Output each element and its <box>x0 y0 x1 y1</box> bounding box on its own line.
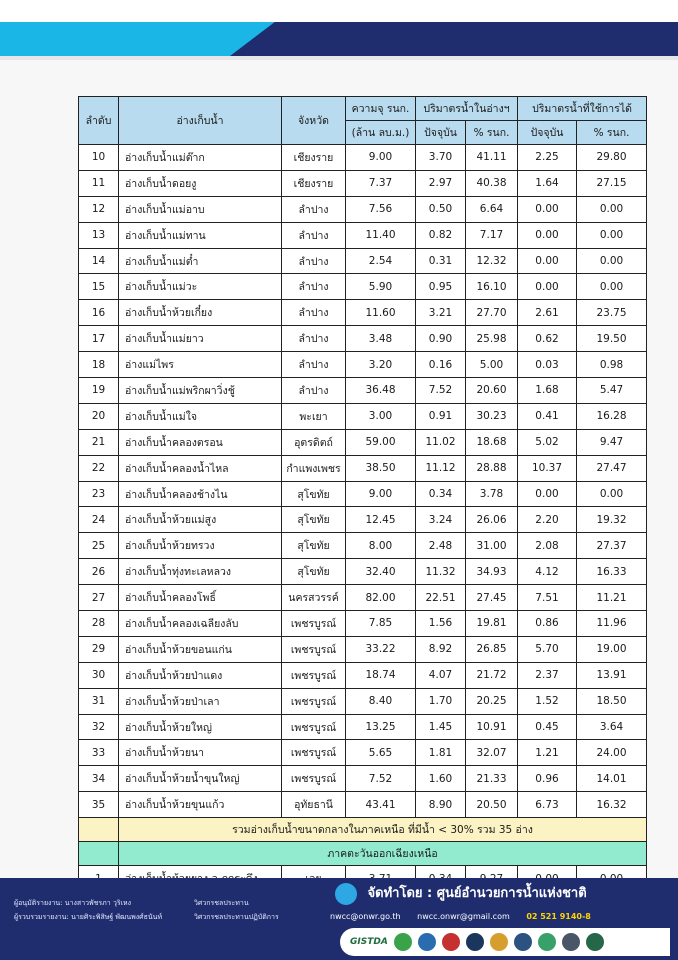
cell-water-pct: 19.81 <box>466 611 518 637</box>
region-blank-cell <box>79 842 119 866</box>
cell-usable: 0.00 <box>518 222 577 248</box>
footer-roles <box>194 896 279 924</box>
cell-water: 11.02 <box>416 429 466 455</box>
cell-water: 3.70 <box>416 145 466 171</box>
cell-usable: 5.02 <box>518 429 577 455</box>
cell-no: 12 <box>79 196 119 222</box>
cell-name: อ่างเก็บน้ำแม่วะ <box>119 274 282 300</box>
cell-water-pct: 20.50 <box>466 792 518 818</box>
summary-blank-cell <box>79 818 119 842</box>
reservoir-table-container <box>78 96 646 892</box>
cell-usable: 4.12 <box>518 559 577 585</box>
approver-name: นางสาวพัชรภา วุริเหง <box>64 899 132 907</box>
cell-usable: 1.64 <box>518 170 577 196</box>
cell-capacity: 33.22 <box>346 636 416 662</box>
cell-usable: 2.08 <box>518 533 577 559</box>
cell-water-pct: 34.93 <box>466 559 518 585</box>
cell-water-pct: 32.07 <box>466 740 518 766</box>
cell-province: สุโขทัย <box>282 507 346 533</box>
cell-water-pct: 3.78 <box>466 481 518 507</box>
cell-usable: 6.73 <box>518 792 577 818</box>
table-row <box>79 662 647 688</box>
cell-capacity: 7.56 <box>346 196 416 222</box>
table-row <box>79 559 647 585</box>
cell-water: 0.16 <box>416 352 466 378</box>
cell-usable: 0.00 <box>518 274 577 300</box>
cell-water-pct: 27.70 <box>466 300 518 326</box>
cell-no: 20 <box>79 403 119 429</box>
cell-no: 21 <box>79 429 119 455</box>
cell-water: 1.45 <box>416 714 466 740</box>
header-usable-current: ปัจจุบัน <box>518 121 577 145</box>
cell-province: สุโขทัย <box>282 533 346 559</box>
cell-province: เพชรบูรณ์ <box>282 688 346 714</box>
cell-capacity: 5.65 <box>346 740 416 766</box>
cell-water: 11.12 <box>416 455 466 481</box>
table-row <box>79 326 647 352</box>
cell-capacity: 3.48 <box>346 326 416 352</box>
cell-no: 11 <box>79 170 119 196</box>
cell-water: 2.48 <box>416 533 466 559</box>
cell-no: 33 <box>79 740 119 766</box>
cell-name: อ่างเก็บน้ำแม่อาบ <box>119 196 282 222</box>
partner-logo-icon <box>586 933 604 951</box>
cell-water: 0.90 <box>416 326 466 352</box>
cell-province: ลำปาง <box>282 300 346 326</box>
phone-number: 02 521 9140-8 <box>526 912 591 921</box>
header-water-current: ปัจจุบัน <box>416 121 466 145</box>
cell-capacity: 38.50 <box>346 455 416 481</box>
cell-capacity: 59.00 <box>346 429 416 455</box>
cell-province: เชียงราย <box>282 145 346 171</box>
cell-no: 18 <box>79 352 119 378</box>
cell-name: อ่างเก็บน้ำห้วยนา <box>119 740 282 766</box>
header-order: ลำดับ <box>79 97 119 145</box>
header-water-group: ปริมาตรน้ำในอ่างฯ <box>416 97 518 121</box>
cell-water: 3.21 <box>416 300 466 326</box>
table-row <box>79 170 647 196</box>
cell-water: 0.82 <box>416 222 466 248</box>
cell-capacity: 11.60 <box>346 300 416 326</box>
cell-usable-pct: 27.37 <box>577 533 647 559</box>
cell-name: อ่างเก็บน้ำคลองโพธิ์ <box>119 585 282 611</box>
cell-usable-pct: 16.32 <box>577 792 647 818</box>
cell-usable-pct: 27.15 <box>577 170 647 196</box>
cell-name: อ่างเก็บน้ำห้วยขอนแก่น <box>119 636 282 662</box>
cell-capacity: 8.40 <box>346 688 416 714</box>
cell-usable: 0.62 <box>518 326 577 352</box>
header-reservoir: อ่างเก็บน้ำ <box>119 97 282 145</box>
table-row <box>79 507 647 533</box>
table-row <box>79 636 647 662</box>
cell-water: 4.07 <box>416 662 466 688</box>
cell-name: อ่างเก็บน้ำคลองตรอน <box>119 429 282 455</box>
cell-usable: 10.37 <box>518 455 577 481</box>
cell-province: เพชรบูรณ์ <box>282 714 346 740</box>
cell-name: อ่างเก็บน้ำห้วยน้ำขุนใหญ่ <box>119 766 282 792</box>
table-row <box>79 403 647 429</box>
cell-water: 8.90 <box>416 792 466 818</box>
partner-logos <box>340 928 670 956</box>
cell-water-pct: 26.85 <box>466 636 518 662</box>
cell-no: 35 <box>79 792 119 818</box>
cell-name: อ่างเก็บน้ำห้วยใหญ่ <box>119 714 282 740</box>
cell-water-pct: 5.00 <box>466 352 518 378</box>
cell-water: 0.95 <box>416 274 466 300</box>
table-row <box>79 196 647 222</box>
partner-logo-icon <box>442 933 460 951</box>
cell-province: เชียงราย <box>282 170 346 196</box>
cell-usable: 0.41 <box>518 403 577 429</box>
table-row <box>79 585 647 611</box>
banner-navy-stripe <box>230 22 678 56</box>
reporter-line <box>14 910 162 924</box>
cell-capacity: 43.41 <box>346 792 416 818</box>
cell-usable-pct: 19.50 <box>577 326 647 352</box>
cell-name: อ่างเก็บน้ำแม่ยาว <box>119 326 282 352</box>
table-row <box>79 274 647 300</box>
cell-capacity: 82.00 <box>346 585 416 611</box>
cell-province: ลำปาง <box>282 248 346 274</box>
header-water-pct: % รนก. <box>466 121 518 145</box>
cell-no: 29 <box>79 636 119 662</box>
cell-capacity: 36.48 <box>346 378 416 404</box>
cell-usable: 2.37 <box>518 662 577 688</box>
table-row <box>79 714 647 740</box>
approver-label: ผู้อนุมัติรายงาน: <box>14 899 63 907</box>
summary-row <box>79 818 647 842</box>
cell-water-pct: 30.23 <box>466 403 518 429</box>
cell-water: 1.81 <box>416 740 466 766</box>
cell-water-pct: 7.17 <box>466 222 518 248</box>
cell-name: อ่างแม่ไพร <box>119 352 282 378</box>
header-capacity-line2: (ล้าน ลบ.ม.) <box>346 121 416 145</box>
cell-no: 32 <box>79 714 119 740</box>
cell-usable: 7.51 <box>518 585 577 611</box>
cell-usable-pct: 27.47 <box>577 455 647 481</box>
summary-text: รวมอ่างเก็บน้ำขนาดกลางในภาคเหนือ ที่มีน้ำ < 30% รวม 35 อ่าง <box>119 818 647 842</box>
cell-no: 13 <box>79 222 119 248</box>
cell-usable-pct: 0.00 <box>577 274 647 300</box>
cell-usable-pct: 16.33 <box>577 559 647 585</box>
cell-province: ลำปาง <box>282 274 346 300</box>
reporter-name: นายศิระพิสิษฐ์ พัฒนพงศ์ธนันท์ <box>71 913 163 921</box>
cell-usable: 0.00 <box>518 248 577 274</box>
gistda-logo: GISTDA <box>350 937 388 947</box>
cell-capacity: 7.37 <box>346 170 416 196</box>
cell-usable-pct: 11.21 <box>577 585 647 611</box>
cell-usable-pct: 23.75 <box>577 300 647 326</box>
cell-usable: 0.45 <box>518 714 577 740</box>
cell-no: 14 <box>79 248 119 274</box>
cell-usable: 2.61 <box>518 300 577 326</box>
cell-water-pct: 31.00 <box>466 533 518 559</box>
header-capacity-line1: ความจุ รนก. <box>346 97 416 121</box>
cell-usable-pct: 0.00 <box>577 481 647 507</box>
cell-name: อ่างเก็บน้ำแม่ต๋ำ <box>119 248 282 274</box>
footer <box>0 878 678 960</box>
cell-water-pct: 20.60 <box>466 378 518 404</box>
cell-water: 0.50 <box>416 196 466 222</box>
cell-no: 28 <box>79 611 119 637</box>
cell-no: 17 <box>79 326 119 352</box>
cell-usable-pct: 29.80 <box>577 145 647 171</box>
cell-usable: 0.03 <box>518 352 577 378</box>
cell-water-pct: 28.88 <box>466 455 518 481</box>
partner-logo-icon <box>394 933 412 951</box>
cell-water: 11.32 <box>416 559 466 585</box>
cell-water-pct: 25.98 <box>466 326 518 352</box>
cell-no: 30 <box>79 662 119 688</box>
cell-no: 27 <box>79 585 119 611</box>
cell-water-pct: 16.10 <box>466 274 518 300</box>
cell-name: อ่างเก็บน้ำห้วยเกี๋ยง <box>119 300 282 326</box>
cell-usable-pct: 11.96 <box>577 611 647 637</box>
partner-logo-icon <box>538 933 556 951</box>
cell-usable-pct: 3.64 <box>577 714 647 740</box>
table-row <box>79 222 647 248</box>
org-name: ศูนย์อำนวยการน้ำแห่งชาติ <box>436 886 587 901</box>
cell-usable: 0.00 <box>518 196 577 222</box>
org-brand <box>335 882 675 908</box>
cell-capacity: 7.85 <box>346 611 416 637</box>
website-link[interactable]: nwcc@onwr.go.th <box>330 912 401 921</box>
table-row <box>79 145 647 171</box>
cell-name: อ่างเก็บน้ำแม่ใจ <box>119 403 282 429</box>
email-link[interactable]: nwcc.onwr@gmail.com <box>417 912 510 921</box>
cell-water-pct: 18.68 <box>466 429 518 455</box>
cell-capacity: 8.00 <box>346 533 416 559</box>
cell-no: 16 <box>79 300 119 326</box>
table-row <box>79 429 647 455</box>
cell-usable: 0.00 <box>518 481 577 507</box>
cell-no: 15 <box>79 274 119 300</box>
cell-name: อ่างเก็บน้ำห้วยแม่สูง <box>119 507 282 533</box>
partner-logo-icon <box>562 933 580 951</box>
cell-capacity: 18.74 <box>346 662 416 688</box>
cell-province: เพชรบูรณ์ <box>282 611 346 637</box>
table-row <box>79 300 647 326</box>
cell-name: อ่างเก็บน้ำทุ่งทะเลหลวง <box>119 559 282 585</box>
cell-usable: 1.52 <box>518 688 577 714</box>
cell-capacity: 5.90 <box>346 274 416 300</box>
cell-usable-pct: 14.01 <box>577 766 647 792</box>
cell-usable-pct: 0.00 <box>577 222 647 248</box>
cell-usable-pct: 9.47 <box>577 429 647 455</box>
partner-logo-icon <box>514 933 532 951</box>
cell-province: ลำปาง <box>282 326 346 352</box>
cell-name: อ่างเก็บน้ำแม่พริกผาวิ่งชู้ <box>119 378 282 404</box>
cell-province: สุโขทัย <box>282 481 346 507</box>
cell-usable-pct: 19.00 <box>577 636 647 662</box>
table-row <box>79 248 647 274</box>
cell-water: 1.56 <box>416 611 466 637</box>
table-row <box>79 792 647 818</box>
cell-usable-pct: 19.32 <box>577 507 647 533</box>
cell-usable-pct: 13.91 <box>577 662 647 688</box>
cell-no: 26 <box>79 559 119 585</box>
table-row <box>79 533 647 559</box>
partner-logo-icon <box>490 933 508 951</box>
cell-water: 0.34 <box>416 481 466 507</box>
cell-usable: 5.70 <box>518 636 577 662</box>
cell-usable: 2.25 <box>518 145 577 171</box>
partner-logo-icon <box>466 933 484 951</box>
banner-divider <box>0 56 678 60</box>
cell-capacity: 3.20 <box>346 352 416 378</box>
table-row <box>79 352 647 378</box>
cell-water-pct: 41.11 <box>466 145 518 171</box>
cell-name: อ่างเก็บน้ำแม่ต๊าก <box>119 145 282 171</box>
region-row <box>79 842 647 866</box>
cell-water: 7.52 <box>416 378 466 404</box>
cell-province: นครสวรรค์ <box>282 585 346 611</box>
cell-no: 10 <box>79 145 119 171</box>
cell-capacity: 7.52 <box>346 766 416 792</box>
table-body <box>79 145 647 818</box>
cell-usable: 1.21 <box>518 740 577 766</box>
cell-name: อ่างเก็บน้ำแม่ทาน <box>119 222 282 248</box>
header-usable-pct: % รนก. <box>577 121 647 145</box>
cell-no: 23 <box>79 481 119 507</box>
cell-water: 2.97 <box>416 170 466 196</box>
cell-name: อ่างเก็บน้ำห้วยขุนแก้ว <box>119 792 282 818</box>
cell-usable-pct: 24.00 <box>577 740 647 766</box>
water-drop-icon <box>335 883 357 905</box>
reporter-role: วิศวกรชลประทานปฏิบัติการ <box>194 913 279 921</box>
cell-water: 0.91 <box>416 403 466 429</box>
cell-capacity: 32.40 <box>346 559 416 585</box>
cell-water-pct: 27.45 <box>466 585 518 611</box>
cell-province: ลำปาง <box>282 196 346 222</box>
cell-usable-pct: 0.98 <box>577 352 647 378</box>
cell-province: ลำปาง <box>282 352 346 378</box>
table-row <box>79 455 647 481</box>
cell-province: เพชรบูรณ์ <box>282 636 346 662</box>
cell-name: อ่างเก็บน้ำคลองน้ำไหล <box>119 455 282 481</box>
cell-name: อ่างเก็บน้ำดอยงู <box>119 170 282 196</box>
cell-water: 22.51 <box>416 585 466 611</box>
reporter-label: ผู้รวบรวมรายงาน: <box>14 913 69 921</box>
cell-name: อ่างเก็บน้ำคลองช้างไน <box>119 481 282 507</box>
table-row <box>79 766 647 792</box>
cell-usable-pct: 18.50 <box>577 688 647 714</box>
cell-water-pct: 20.25 <box>466 688 518 714</box>
cell-no: 31 <box>79 688 119 714</box>
top-banner <box>0 0 678 60</box>
cell-water: 1.60 <box>416 766 466 792</box>
table-row <box>79 611 647 637</box>
cell-no: 25 <box>79 533 119 559</box>
cell-water-pct: 21.33 <box>466 766 518 792</box>
approver-role: วิศวกรชลประทาน <box>194 899 249 907</box>
reservoir-table <box>78 96 647 892</box>
footer-credits <box>14 896 279 924</box>
cell-province: เพชรบูรณ์ <box>282 662 346 688</box>
cell-water-pct: 21.72 <box>466 662 518 688</box>
cell-province: อุตรดิตถ์ <box>282 429 346 455</box>
table-row <box>79 740 647 766</box>
cell-usable: 1.68 <box>518 378 577 404</box>
cell-name: อ่างเก็บน้ำห้วยป่าเลา <box>119 688 282 714</box>
table-row <box>79 481 647 507</box>
cell-province: ลำปาง <box>282 222 346 248</box>
cell-capacity: 11.40 <box>346 222 416 248</box>
table-row <box>79 688 647 714</box>
cell-usable-pct: 0.00 <box>577 196 647 222</box>
partner-logo-icon <box>418 933 436 951</box>
cell-province: เพชรบูรณ์ <box>282 766 346 792</box>
cell-name: อ่างเก็บน้ำคลองเฉลียงลับ <box>119 611 282 637</box>
cell-name: อ่างเก็บน้ำห้วยป่าแดง <box>119 662 282 688</box>
cell-usable: 2.20 <box>518 507 577 533</box>
cell-no: 19 <box>79 378 119 404</box>
cell-water: 3.24 <box>416 507 466 533</box>
cell-water: 1.70 <box>416 688 466 714</box>
cell-water: 0.31 <box>416 248 466 274</box>
cell-province: เพชรบูรณ์ <box>282 740 346 766</box>
cell-province: พะเยา <box>282 403 346 429</box>
cell-capacity: 9.00 <box>346 481 416 507</box>
table-row <box>79 378 647 404</box>
cell-water-pct: 10.91 <box>466 714 518 740</box>
cell-province: กำแพงเพชร <box>282 455 346 481</box>
cell-usable-pct: 0.00 <box>577 248 647 274</box>
cell-usable-pct: 5.47 <box>577 378 647 404</box>
table-summary-body <box>79 818 647 866</box>
cell-capacity: 3.00 <box>346 403 416 429</box>
prepared-by-label: จัดทำโดย : <box>367 886 433 901</box>
cell-province: อุทัยธานี <box>282 792 346 818</box>
header-usable-group: ปริมาตรน้ำที่ใช้การได้ <box>518 97 647 121</box>
cell-usable: 0.86 <box>518 611 577 637</box>
cell-water: 8.92 <box>416 636 466 662</box>
cell-capacity: 12.45 <box>346 507 416 533</box>
cell-capacity: 2.54 <box>346 248 416 274</box>
cell-water-pct: 40.38 <box>466 170 518 196</box>
region-title: ภาคตะวันออกเฉียงเหนือ <box>119 842 647 866</box>
cell-no: 34 <box>79 766 119 792</box>
cell-name: อ่างเก็บน้ำห้วยทรวง <box>119 533 282 559</box>
cell-province: สุโขทัย <box>282 559 346 585</box>
cell-usable-pct: 16.28 <box>577 403 647 429</box>
cell-capacity: 9.00 <box>346 145 416 171</box>
cell-province: ลำปาง <box>282 378 346 404</box>
contact-info <box>330 912 605 921</box>
cell-capacity: 13.25 <box>346 714 416 740</box>
cell-no: 24 <box>79 507 119 533</box>
cell-water-pct: 26.06 <box>466 507 518 533</box>
header-province: จังหวัด <box>282 97 346 145</box>
cell-no: 22 <box>79 455 119 481</box>
cell-water-pct: 12.32 <box>466 248 518 274</box>
approver-line <box>14 896 162 910</box>
cell-water-pct: 6.64 <box>466 196 518 222</box>
cell-usable: 0.96 <box>518 766 577 792</box>
